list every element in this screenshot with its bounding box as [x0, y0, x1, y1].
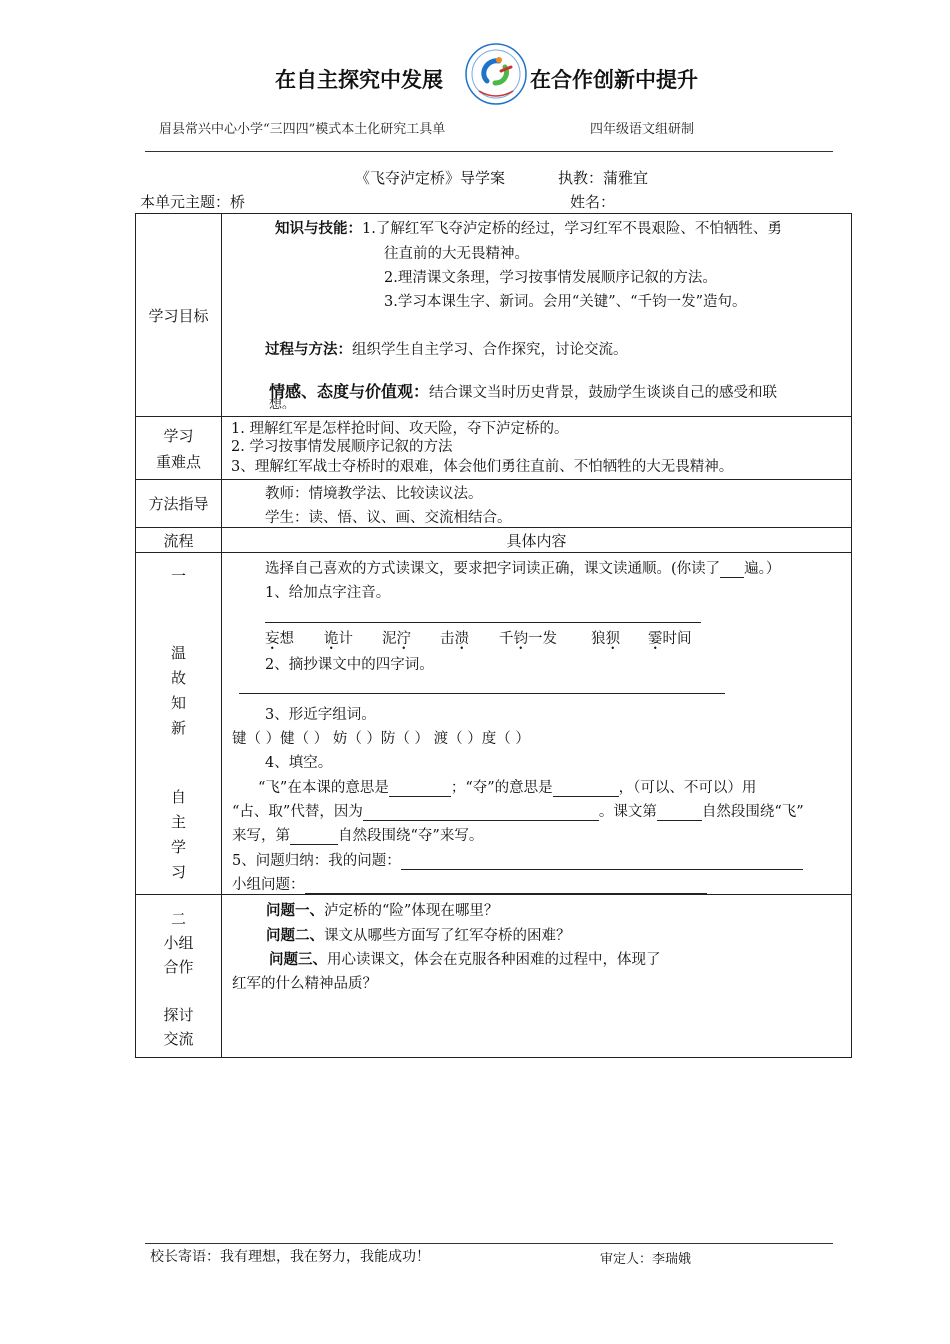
section-2-row — [136, 895, 852, 1058]
goal-process-text: 组织学生自主学习、合作探究，讨论交流。 — [352, 342, 628, 358]
my-question-blank[interactable] — [401, 853, 803, 870]
label-line: 探讨 — [163, 1006, 194, 1024]
pinyin-words — [265, 627, 692, 648]
goals-label: 学习目标 — [136, 214, 222, 417]
label-char: 新 — [170, 719, 186, 737]
intro-text-b: 遍。） — [744, 561, 781, 577]
goal-emotion-head: 情感、态度与价值观： — [269, 382, 430, 401]
problem-3b: 红军的什么精神品质？ — [232, 976, 377, 992]
section-1-content — [222, 553, 852, 895]
label-char: 习 — [170, 863, 186, 881]
goal-knowledge-1 — [275, 217, 782, 238]
goals-content — [222, 214, 852, 417]
fill-a2: ；“夺”的意思是 — [450, 780, 553, 796]
goal-process-head: 过程与方法： — [265, 342, 352, 358]
goal-knowledge-1a: 1.了解红军飞夺泸定桥的经过，学习红军不畏艰险、不怕牺牲、勇 — [362, 221, 782, 237]
fill-c2: 自然段围绕“夺”来写。 — [338, 828, 484, 844]
group-question-label: 小组问题： — [232, 877, 305, 893]
dotted-char: 诡 — [324, 631, 339, 647]
flow-header-left: 流程 — [136, 528, 222, 553]
fill-line-a — [258, 776, 756, 797]
study-plan-table — [135, 213, 852, 1058]
fill-blank[interactable] — [553, 780, 619, 797]
problem-2-head: 问题二、 — [266, 928, 324, 944]
my-question — [232, 849, 803, 870]
label-char: 故 — [170, 669, 186, 687]
flow-header-right: 具体内容 — [222, 528, 852, 553]
label-char: 主 — [170, 813, 186, 831]
fill-line-b — [232, 800, 804, 821]
fill-blank[interactable] — [363, 804, 599, 821]
fill-blank[interactable] — [657, 804, 702, 821]
goal-knowledge-head: 知识与技能： — [275, 221, 362, 237]
group-question-blank[interactable] — [305, 877, 707, 894]
difficulty-label-2: 重难点 — [155, 453, 201, 471]
goal-emotion-text2: 想。 — [269, 398, 296, 409]
problem-3-text: 用心读课文，体会在克服各种困难的过程中，体现了 — [327, 952, 661, 968]
goal-knowledge-2: 2.理清课文条理，学习按事情发展顺序记叙的方法。 — [384, 270, 717, 286]
word-item: 击溃 — [440, 631, 469, 647]
read-count-blank[interactable] — [720, 561, 744, 578]
label-spacer — [136, 979, 221, 1003]
fill-c1: 来写，第 — [232, 828, 290, 844]
problem-3-head: 问题三、 — [269, 952, 327, 968]
word-item: 泥泞 — [382, 631, 411, 647]
difficulty-2: 2. 学习按事情发展顺序记叙的方法 — [231, 439, 453, 455]
header-group: 四年级语文组研制 — [590, 122, 695, 137]
label-char: 知 — [170, 694, 186, 712]
difficulty-row — [136, 417, 852, 480]
problem-2 — [266, 924, 571, 945]
problem-1-head: 问题一、 — [266, 903, 324, 919]
method-student: 学生：读、悟、议、画、交流相结合。 — [265, 510, 512, 526]
label-char: 自 — [170, 788, 186, 806]
header-title-left: 在自主探究中发展 — [275, 68, 443, 92]
section-1-label-b — [136, 785, 221, 885]
section-1-number: 一 — [170, 567, 186, 585]
question-4: 4、填空。 — [265, 755, 333, 771]
label-char: 学 — [170, 838, 186, 856]
section-1-intro — [265, 557, 780, 578]
dotted-char: 霎 — [648, 631, 663, 647]
pinyin-answer-line[interactable] — [265, 622, 701, 623]
word-item: 千钧一发 — [499, 631, 557, 647]
method-label: 方法指导 — [136, 480, 222, 528]
word-item: 妄想 — [265, 631, 294, 647]
method-teacher: 教师：情境教学法、比较读议法。 — [265, 486, 483, 502]
section-2-content — [222, 895, 852, 1058]
goal-knowledge-1b: 往直前的大无畏精神。 — [384, 246, 529, 262]
lesson-title-text: 《飞夺泸定桥》导学案 — [355, 169, 506, 187]
goal-knowledge-3: 3.学习本课生字、新词。会用“关键”、“千钧一发”造句。 — [384, 294, 747, 310]
fill-b2: 。课文第 — [598, 804, 657, 820]
method-content — [222, 480, 852, 528]
unit-theme: 本单元主题：桥 — [140, 193, 246, 211]
word-item: 霎时间 — [648, 631, 692, 647]
lesson-title — [355, 167, 505, 188]
goal-emotion-text: 结合课文当时历史背景，鼓励学生谈谈自己的感受和联 — [429, 385, 778, 401]
intro-text-a: 选择自己喜欢的方式读课文，要求把字词读正确，课文读通顺。(你读了 — [265, 561, 721, 577]
problem-3 — [269, 948, 661, 969]
difficulty-label — [136, 417, 222, 480]
dotted-char: 泞 — [396, 631, 411, 647]
reviewer: 审定人：李瑞娥 — [600, 1252, 692, 1267]
similar-char-pairs: 键（ ）健（ ） 妨（ ）防（ ） 渡（ ）度（ ） — [232, 731, 530, 747]
problem-1 — [266, 899, 498, 920]
method-row — [136, 480, 852, 528]
my-question-label: 5、问题归纳：我的问题： — [232, 853, 401, 869]
header-title-right: 在合作创新中提升 — [530, 68, 698, 92]
difficulty-content — [222, 417, 852, 480]
label-line: 交流 — [163, 1030, 194, 1048]
dotted-char: 妄 — [265, 631, 280, 647]
teacher-label: 执教：蒲雅宜 — [558, 169, 649, 187]
flow-header-row — [136, 528, 852, 553]
goals-row — [136, 214, 852, 417]
section-2-label — [136, 895, 222, 1058]
fill-a1: “飞”在本课的意思是 — [258, 780, 389, 796]
problem-2-text: 课文从哪些方面写了红军夺桥的困难？ — [324, 928, 571, 944]
header-subtitle: 眉县常兴中心小学“三四四”模式本土化研究工具单 — [159, 122, 446, 137]
section-1-label — [136, 553, 222, 895]
name-label: 姓名： — [570, 193, 616, 211]
section-1-row — [136, 553, 852, 895]
group-question — [232, 873, 707, 894]
question-3: 3、形近字组词。 — [265, 707, 376, 723]
section-2-label-lines — [136, 907, 221, 1051]
fill-blank[interactable] — [389, 780, 451, 797]
section-1-label-a — [136, 641, 221, 741]
dotted-char: 溃 — [454, 631, 469, 647]
difficulty-1: 1. 理解红军是怎样抢时间、攻天险，夺下泸定桥的。 — [231, 421, 569, 437]
fill-a3: ，（可以、不可以）用 — [618, 780, 757, 796]
footer-rule — [145, 1243, 833, 1244]
goal-emotion — [269, 379, 777, 402]
label-line: 小组 — [163, 934, 194, 952]
label-char: 温 — [170, 644, 186, 662]
word-item: 狼狈 — [591, 631, 620, 647]
difficulty-label-1: 学习 — [163, 427, 194, 445]
header-rule — [145, 151, 833, 152]
question-2: 2、摘抄课文中的四字词。 — [265, 657, 434, 673]
word-item: 诡计 — [324, 631, 353, 647]
goal-process — [265, 338, 628, 359]
school-logo-icon — [465, 43, 527, 105]
fill-line-c — [232, 824, 483, 845]
four-char-answer-line[interactable] — [239, 693, 725, 694]
dotted-char: 钧 — [513, 631, 528, 647]
label-line: 二 — [170, 910, 186, 928]
problem-1-text: 泸定桥的“险”体现在哪里？ — [324, 903, 499, 919]
question-1: 1、给加点字注音。 — [265, 585, 391, 601]
fill-b1: “占、取”代替，因为 — [232, 804, 363, 820]
fill-b3: 自然段围绕“飞” — [701, 804, 804, 820]
dotted-char: 狈 — [605, 631, 620, 647]
fill-blank[interactable] — [290, 828, 338, 845]
label-line: 合作 — [163, 958, 194, 976]
principal-motto: 校长寄语：我有理想，我在努力，我能成功！ — [150, 1249, 430, 1265]
difficulty-3: 3、理解红军战士夺桥时的艰难，体会他们勇往直前、不怕牺牲的大无畏精神。 — [231, 459, 734, 475]
